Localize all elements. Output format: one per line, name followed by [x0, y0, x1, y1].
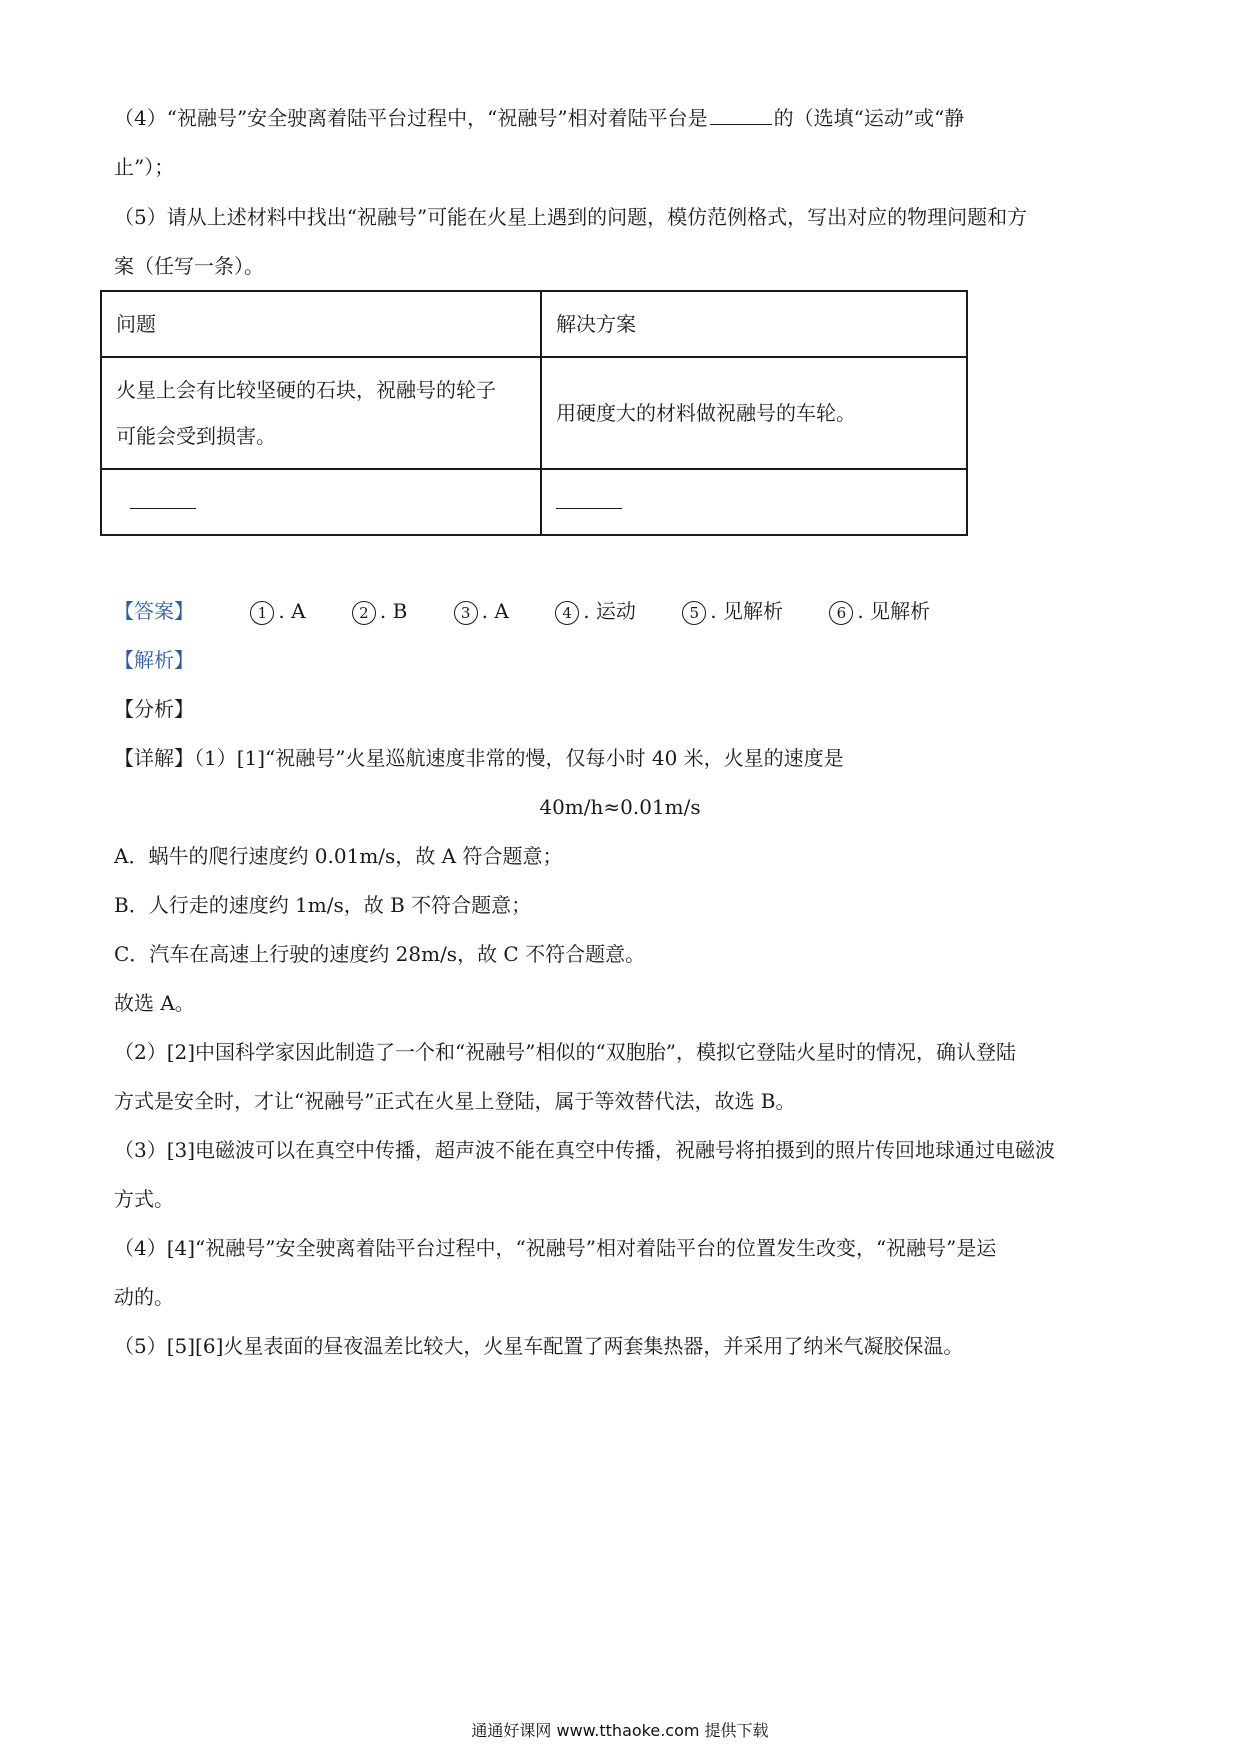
- page-footer: 通通好课网 www.tthaoke.com 提供下载: [471, 1721, 769, 1740]
- detail-p3-line2: 方式。: [114, 1187, 174, 1211]
- example-problem-line1: 火星上会有比较坚硬的石块，祝融号的轮子: [116, 378, 496, 402]
- circled-number: 1: [250, 601, 274, 625]
- circled-number: 4: [555, 601, 579, 625]
- table-example-row: [101, 357, 967, 469]
- example-problem-cell: [101, 357, 541, 469]
- question-5-line1: （5）请从上述材料中找出“祝融号”可能在火星上遇到的问题，模仿范例格式，写出对应的物理问题和方: [114, 205, 1028, 229]
- question-4-text-a: （4）“祝融号”安全驶离着陆平台过程中，“祝融号”相对着陆平台是: [114, 106, 708, 130]
- xiangjie-label: 【详解】: [114, 746, 194, 770]
- answer-text: . B: [379, 599, 408, 623]
- answer-blank: [556, 484, 622, 509]
- answer-item: [454, 597, 509, 625]
- answer-item: [352, 597, 407, 625]
- header-solution: 解决方案: [541, 291, 967, 357]
- detail-p4-line1: （4）[4]“祝融号”安全驶离着陆平台过程中，“祝融号”相对着陆平台的位置发生改变，“祝融号”是运: [114, 1236, 997, 1260]
- answer-label: 【答案】: [114, 599, 194, 623]
- option-c: C．汽车在高速上行驶的速度约 28m/s，故 C 不符合题意。: [114, 942, 646, 966]
- formula: 40m/h≈0.01m/s: [539, 795, 701, 819]
- jiexi-label: 【解析】: [114, 648, 194, 672]
- question-4-line2: 止”）；: [114, 155, 175, 179]
- option-b: B．人行走的速度约 1m/s，故 B 不符合题意；: [114, 893, 532, 917]
- detail-p1: [114, 744, 844, 772]
- table-header-row: [101, 291, 967, 357]
- choose-line: 故选 A。: [114, 991, 195, 1015]
- example-solution-cell: 用硬度大的材料做祝融号的车轮。: [541, 357, 967, 469]
- blank-solution-cell: [541, 469, 967, 535]
- header-problem: 问题: [101, 291, 541, 357]
- problem-solution-table: [100, 290, 968, 536]
- blank-problem-cell: [101, 469, 541, 535]
- answer-item: [829, 597, 930, 625]
- question-4-text-b: 的（选填“运动”或“静: [773, 106, 965, 130]
- question-4-line1: [114, 104, 964, 132]
- circled-number: 5: [682, 601, 706, 625]
- answer-text: . 运动: [583, 599, 636, 623]
- answer-text: . A: [481, 599, 509, 623]
- question-5-line2: 案（任写一条）。: [114, 254, 264, 278]
- table-blank-row: [101, 469, 967, 535]
- answer-line: [114, 597, 970, 625]
- option-a: A．蜗牛的爬行速度约 0.01m/s，故 A 符合题意；: [114, 844, 563, 868]
- answer-text: . 见解析: [710, 599, 783, 623]
- detail-p2-line1: （2）[2]中国科学家因此制造了一个和“祝融号”相似的“双胞胎”，模拟它登陆火星时的情况，确认登陆: [114, 1040, 1016, 1064]
- answer-item: [682, 597, 783, 625]
- detail-p3-line1: （3）[3]电磁波可以在真空中传播，超声波不能在真空中传播，祝融号将拍摄到的照片传回地球通过电磁波: [114, 1138, 1056, 1162]
- answer-blank: [710, 104, 772, 125]
- detail-p4-line2: 动的。: [114, 1285, 174, 1309]
- detail-p2-line2: 方式是安全时，才让“祝融号”正式在火星上登陆，属于等效替代法，故选 B。: [114, 1089, 796, 1113]
- circled-number: 6: [829, 601, 853, 625]
- circled-number: 2: [352, 601, 376, 625]
- detail-p1-text: （1）[1]“祝融号”火星巡航速度非常的慢，仅每小时 40 米，火星的速度是: [194, 746, 844, 770]
- detail-p5: （5）[5][6]火星表面的昼夜温差比较大，火星车配置了两套集热器，并采用了纳米气凝胶保温。: [114, 1334, 964, 1358]
- answer-blank: [130, 484, 196, 509]
- fenxi-label: 【分析】: [114, 697, 194, 721]
- answer-item: [555, 597, 636, 625]
- circled-number: 3: [454, 601, 478, 625]
- example-problem-line2: 可能会受到损害。: [116, 424, 276, 448]
- answer-text: . 见解析: [857, 599, 931, 623]
- answer-text: . A: [278, 599, 306, 623]
- answer-item: [250, 597, 305, 625]
